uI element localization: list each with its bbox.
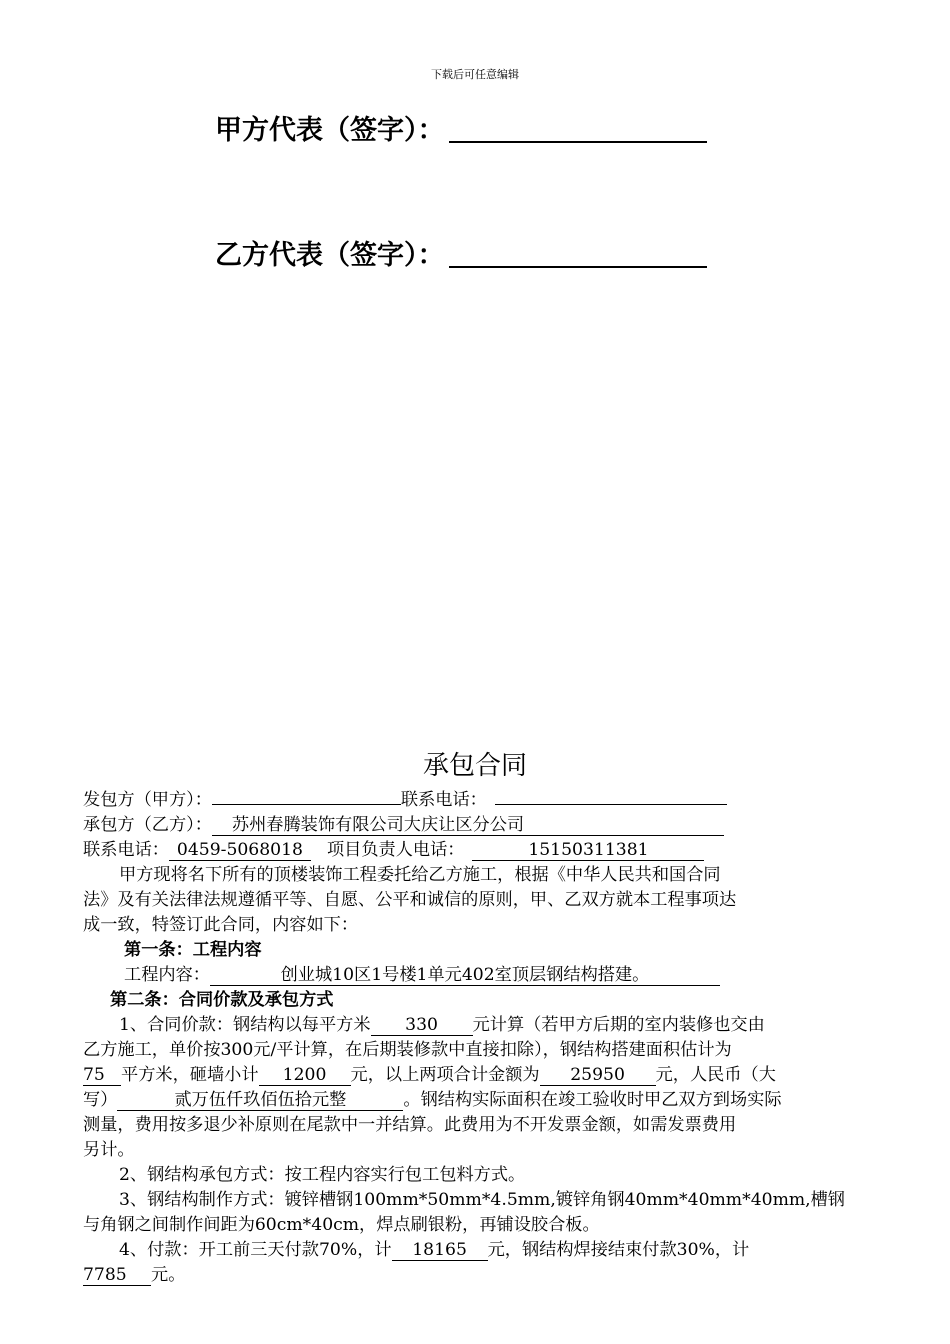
content-label: 工程内容： [124,965,210,985]
party-b-name: 苏州春腾装饰有限公司大庆让区分公司 [212,815,724,836]
header-note: 下载后可任意编辑 [431,68,519,81]
price-line-3 [83,1063,776,1087]
payment-text-b: 元，钢结构焊接结束付款30%，计 [487,1240,750,1260]
party-a-signature [215,108,707,147]
contract-title: 承包合同 [422,751,527,781]
unit-price: 330 [371,1015,473,1036]
contact-phone: 0459-5068018 [169,840,311,861]
party-a-field [212,804,401,805]
price-text-f: 写） [83,1090,118,1110]
party-a-row [83,788,727,812]
price-line-4 [83,1088,782,1112]
contact-row [83,838,704,862]
price-line-2: 乙方施工，单价按300元/平计算，在后期装修款中直接扣除），钢结构搭建面积估计为 [83,1040,732,1060]
party-b-signature-line [449,240,707,268]
party-b-row [83,813,724,837]
wall-value: 1200 [259,1065,351,1086]
manager-phone: 15150311381 [472,840,704,861]
party-b-label: 承包方（乙方）： [83,815,212,835]
price-line-6: 另计。 [83,1140,135,1160]
intro-line-3: 成一致，特签订此合同，内容如下： [83,915,359,935]
price-text-g: 。钢结构实际面积在竣工验收时甲乙双方到场实际 [403,1090,782,1110]
steel-method-line-2: 与角钢之间制作间距为60cm*40cm，焊点刷银粉，再铺设胶合板。 [83,1215,600,1235]
intro-line-2: 法》及有关法律法规遵循平等、自愿、公平和诚信的原则，甲、乙双方就本工程事项达 [83,890,737,910]
total-value: 25950 [540,1065,656,1086]
price-line-1 [119,1013,765,1037]
price-line-5: 测量，费用按多退少补原则在尾款中一并结算。此费用为不开发票金额，如需发票费用 [83,1115,737,1135]
party-a-signature-line [449,115,707,143]
steel-method-line-1: 3、钢结构制作方式：镀锌槽钢100mm*50mm*4.5mm,镀锌角钢40mm*40mm*40mm,槽钢 [119,1190,845,1210]
payment-text-c: 元。 [151,1265,186,1285]
phone-field [495,804,727,805]
price-text-e: 元，人民币（大 [655,1065,776,1085]
payment-line-1 [119,1238,749,1262]
article-1-content-row [124,963,720,987]
manager-phone-label: 项目负责人电话： [326,840,465,860]
price-text-b: 元计算（若甲方后期的室内装修也交由 [472,1015,765,1035]
payment-1-value: 18165 [392,1240,488,1261]
party-a-signature-label: 甲方代表（签字）： [215,115,445,146]
article-2-heading: 第二条：合同价款及承包方式 [110,990,334,1010]
total-in-words: 贰万伍仟玖佰伍拾元整 [117,1090,403,1111]
party-b-signature [215,233,707,272]
price-text-d: 元，以上两项合计金额为 [350,1065,540,1085]
area-value: 75 [83,1065,121,1086]
price-text-c: 平方米，砸墙小计 [121,1065,259,1085]
contact-phone-label: 联系电话： [83,840,169,860]
party-a-label: 发包方（甲方）： [83,790,212,810]
price-text-a: 1、合同价款：钢结构以每平方米 [119,1015,371,1035]
party-b-signature-label: 乙方代表（签字）： [215,240,445,271]
payment-2-value: 7785 [83,1265,151,1286]
work-content: 创业城10区1号楼1单元402室顶层钢结构搭建。 [210,965,720,986]
phone-label: 联系电话： [400,790,487,810]
payment-text-a: 4、付款：开工前三天付款70%，计 [119,1240,392,1260]
contract-mode-line: 2、钢结构承包方式：按工程内容实行包工包料方式。 [119,1165,526,1185]
payment-line-2 [83,1263,185,1287]
intro-line-1: 甲方现将名下所有的顶楼装饰工程委托给乙方施工，根据《中华人民共和国合同 [119,865,721,885]
article-1-heading: 第一条：工程内容 [124,940,262,960]
